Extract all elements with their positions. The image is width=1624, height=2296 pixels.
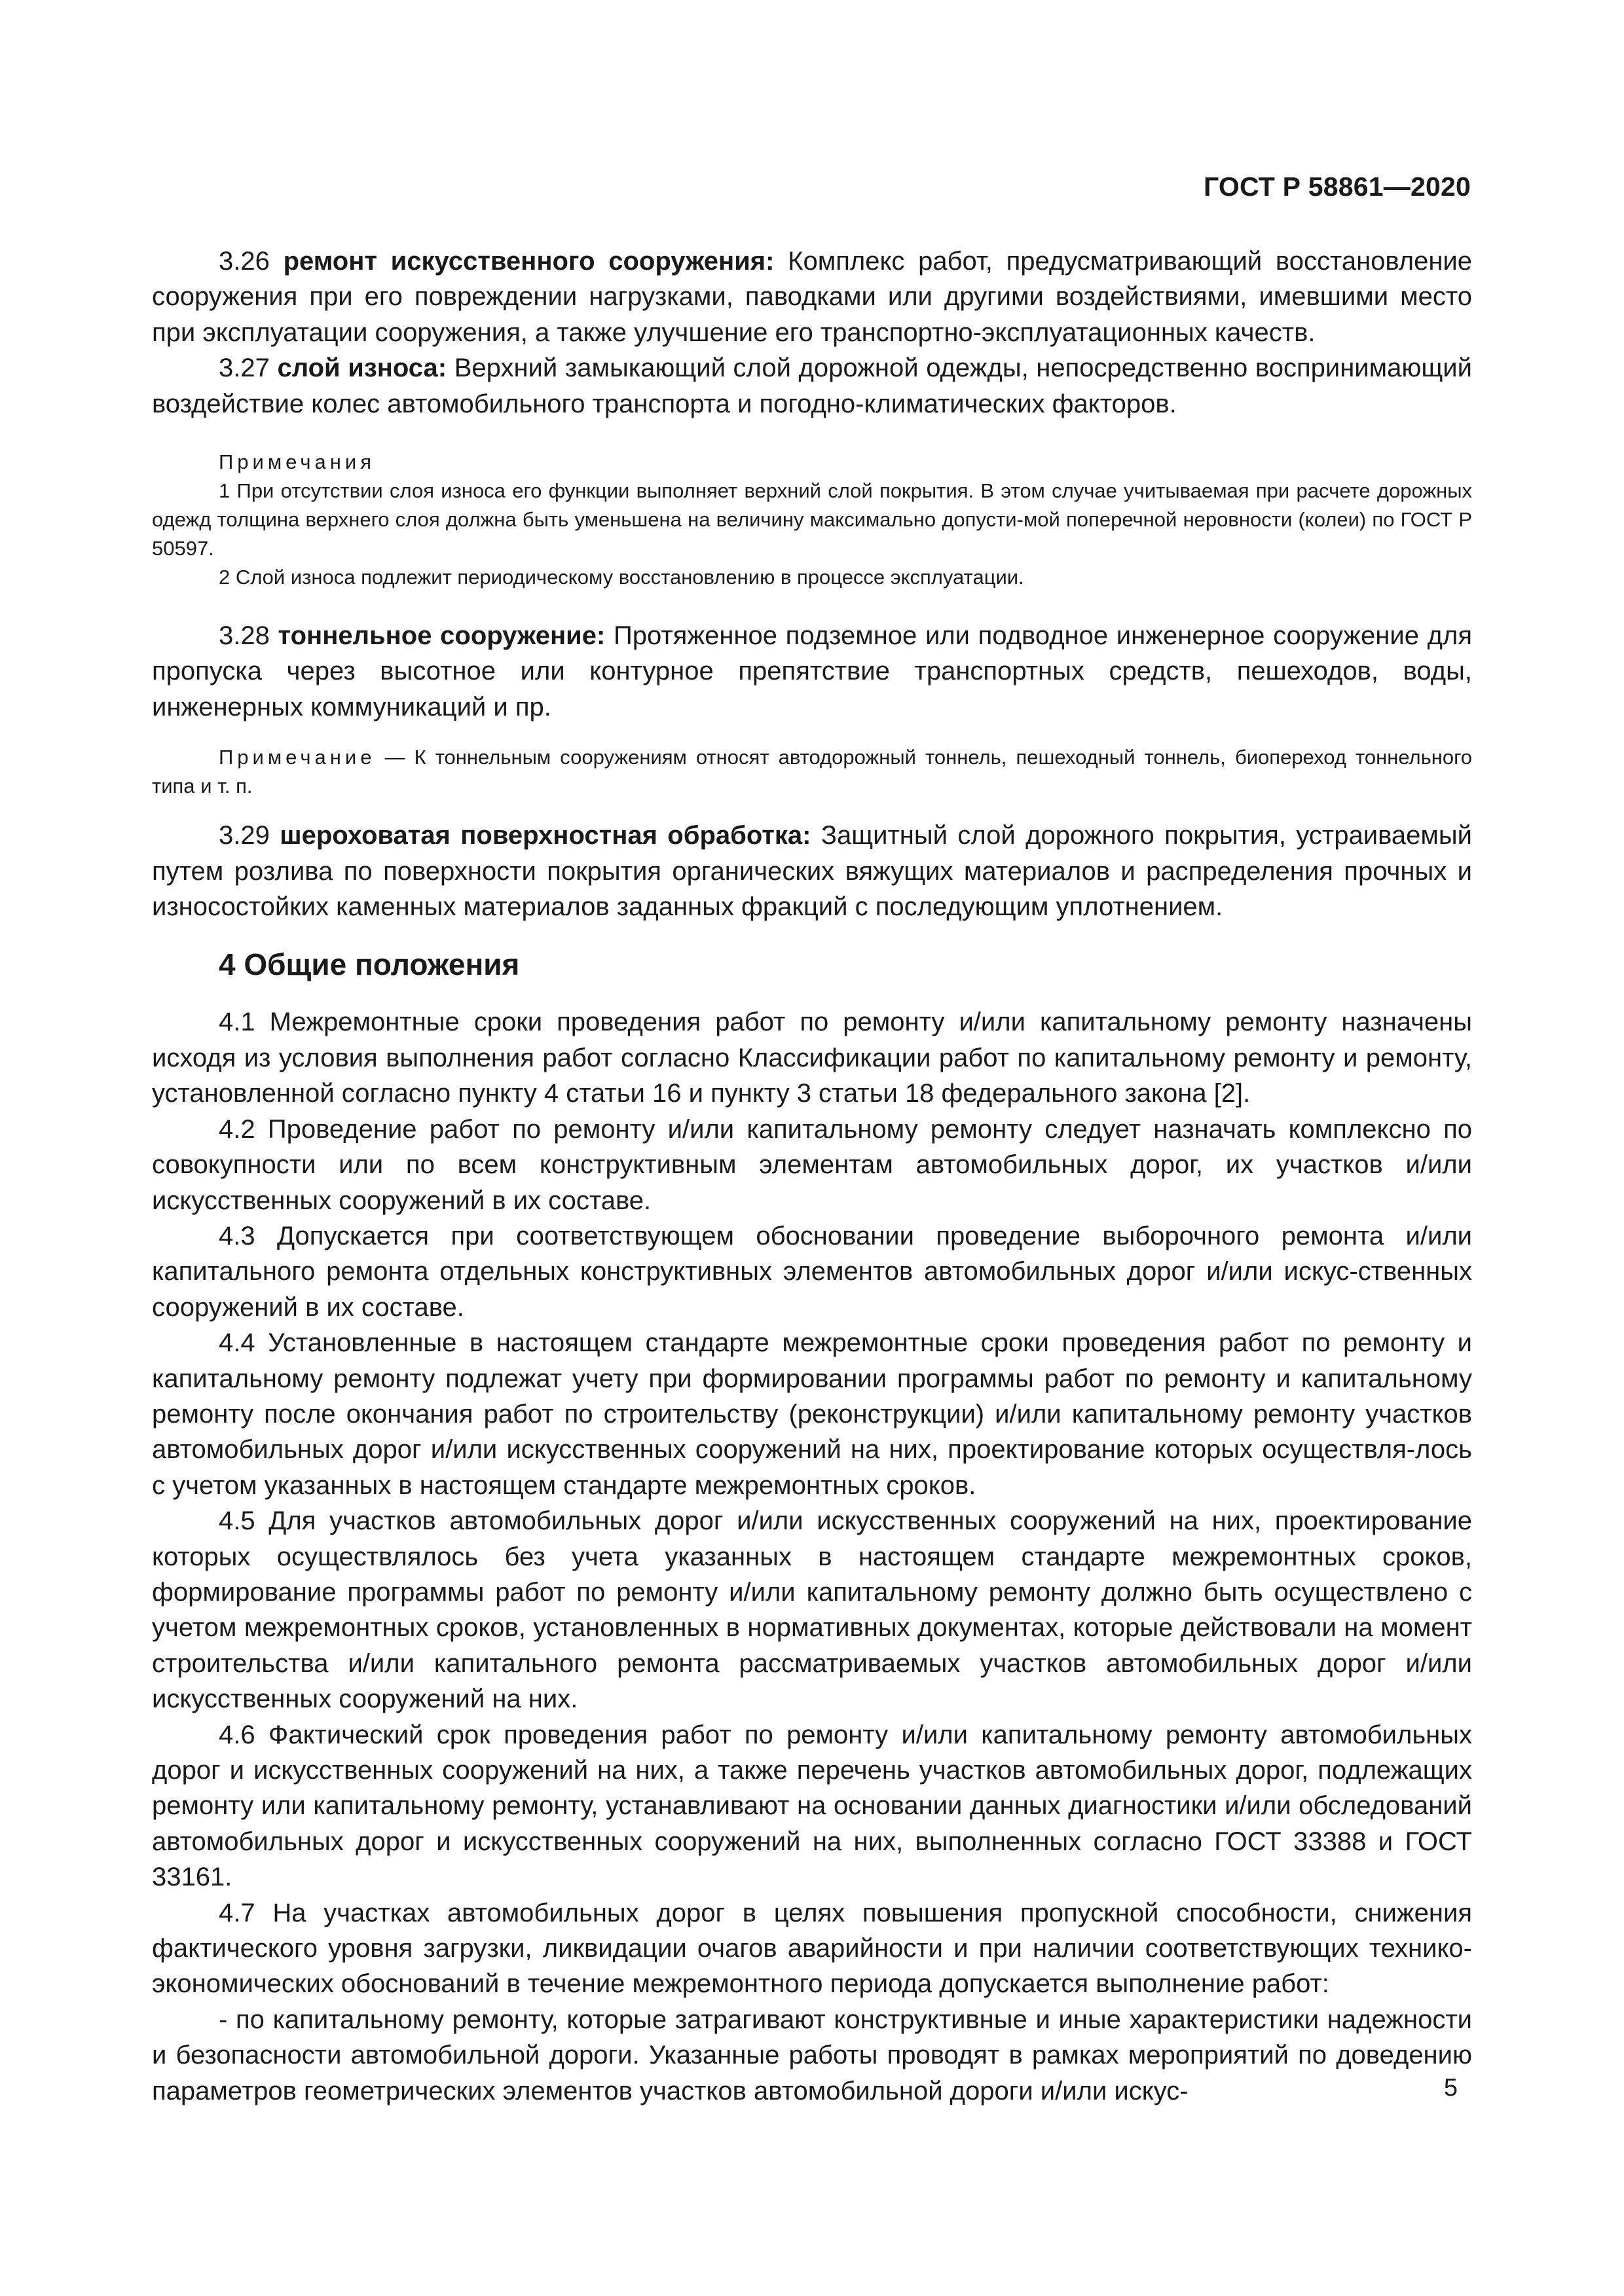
term-name: ремонт искусственного сооружения: [283,247,775,276]
term-name: тоннельное сооружение: [278,621,606,651]
term-definition: Верхний замыкающий слой дорожной одежды, непосредственно воспринимающий воздействие колес автомобильного транспорта и погодно-климатических факторов. [152,354,1472,418]
paragraph-4-7: 4.7 На участках автомобильных дорог в целях повышения пропускной способности, снижения фактического уровня загрузки, ликвидации очагов аварийности и при наличии соответствующих технико-экономических обоснований в течение межремонтного периода допускается выполнение работ: [152,1898,1472,1999]
term-definition: Протяженное подземное или подводное инженерное сооружение для пропуска через высотное или контурное препятствие транспортных средств, пешеходов, воды, инженерных коммуникаций и пр. [152,621,1472,721]
term-number: 3.26 [219,247,270,276]
paragraph-4-3: 4.3 Допускается при соответствующем обосновании проведение выборочного ремонта и/или капитального ремонта отдельных конструктивных элементов автомобильных дорог и/или искус-ственных сооружений в их составе. [152,1221,1472,1322]
paragraph-4-2: 4.2 Проведение работ по ремонту и/или капитальному ремонту следует назначать комплексно по совокупности или по всем конструктивным элементам автомобильных дорог, их участков и/или искусственных сооружений в их составе. [152,1114,1472,1215]
paragraph-4-4: 4.4 Установленные в настоящем стандарте межремонтные сроки проведения работ по ремонту и капитальному ремонту подлежат учету при формировании программы работ по ремонту и капитальному ремонту после окончания работ по строительству (реконструкции) и/или капитальному ремонту участков автомобильных дорог и/или искусственных сооружений на них, проектирование которых осуществля-лось с учетом указанных в настоящем стандарте межремонтных сроков. [152,1328,1472,1500]
paragraph-4-5: 4.5 Для участков автомобильных дорог и/или искусственных сооружений на них, проектирование которых осуществлялось без учета указанных в настоящем стандарте межремонтных сроков, формирование программы работ по ремонту и/или капитальному ремонту должно быть осуществлено с учетом межремонтных сроков, установленных в нормативных документах, которые действовали на момент строительства и/или капитального ремонта рассматриваемых участков автомобильных дорог и/или искусственных сооружений на них. [152,1506,1472,1714]
term-definition: Комплекс работ, предусматривающий восстановление сооружения при его повреждении нагрузками, паводками или другими воздействиями, имевшими место при эксплуатации сооружения, а также улучшение его транспортно-эксплуатационных качеств. [152,247,1473,347]
document-code-header: ГОСТ Р 58861—2020 [1204,172,1471,202]
section-title: 4 Общие положения [219,947,520,982]
page-number: 5 [1443,2074,1458,2102]
paragraph-4-1: 4.1 Межремонтные сроки проведения работ по ремонту и/или капитальному ремонту назначены исходя из условия выполнения работ согласно Классификации работ по капитальному ремонту и ремонту, установленной согласно пункту 4 статьи 16 и пункту 3 статьи 18 федерального закона [2]. [152,1008,1472,1108]
term-3-26 [152,244,1472,350]
paragraph-4-6: 4.6 Фактический срок проведения работ по ремонту и/или капитальному ремонту автомобильных дорог и искусственных сооружений на них, а также перечень участков автомобильных дорог, подлежащих ремонту или капитальному ремонту, устанавливают на основании данных диагностики и/или обследований автомобильных дорог и искусственных сооружений на них, выполненных согласно ГОСТ 33388 и ГОСТ 33161. [152,1720,1472,1892]
term-definition: Защитный слой дорожного покрытия, устраиваемый путем розлива по поверхности покрытия органических вяжущих материалов и распределения прочных и износостойких каменных материалов заданных фракций с последующим уплотнением. [152,821,1472,922]
note-3-28 [152,743,1472,801]
term-name: шероховатая поверхностная обработка: [280,821,811,850]
note-label: Примечание [219,746,376,769]
list-item: - по капитальному ремонту, которые затрагивают конструктивные и иные характеристики надежности и безопасности автомобильной дороги. Указанные работы проводят в рамках мероприятий по доведению параметров геометрических элементов участков автомобильной дороги и/или искус- [152,2005,1472,2105]
term-number: 3.29 [219,821,270,850]
term-3-29 [152,818,1472,924]
page-content [152,244,1472,2109]
note-item: 2 Слой износа подлежит периодическому восстановлению в процессе эксплуатации. [219,566,1024,589]
term-number: 3.28 [219,621,270,651]
term-number: 3.27 [219,354,270,383]
note-text: — К тоннельным сооружениям относят автодорожный тоннель, пешеходный тоннель, биопереход тоннельного типа и т. п. [152,746,1472,798]
notes-heading: Примечания [219,450,375,474]
term-name: слой износа: [277,354,447,383]
note-item: 1 При отсутствии слоя износа его функции выполняет верхний слой покрытия. В этом случае учитываемая при расчете дорожных одежд толщина верхнего слоя должна быть уменьшена на величину максимально допусти-мой поперечной неровности (колеи) по ГОСТ Р 50597. [152,479,1472,560]
term-3-28 [152,618,1472,725]
term-3-27 [152,350,1472,422]
